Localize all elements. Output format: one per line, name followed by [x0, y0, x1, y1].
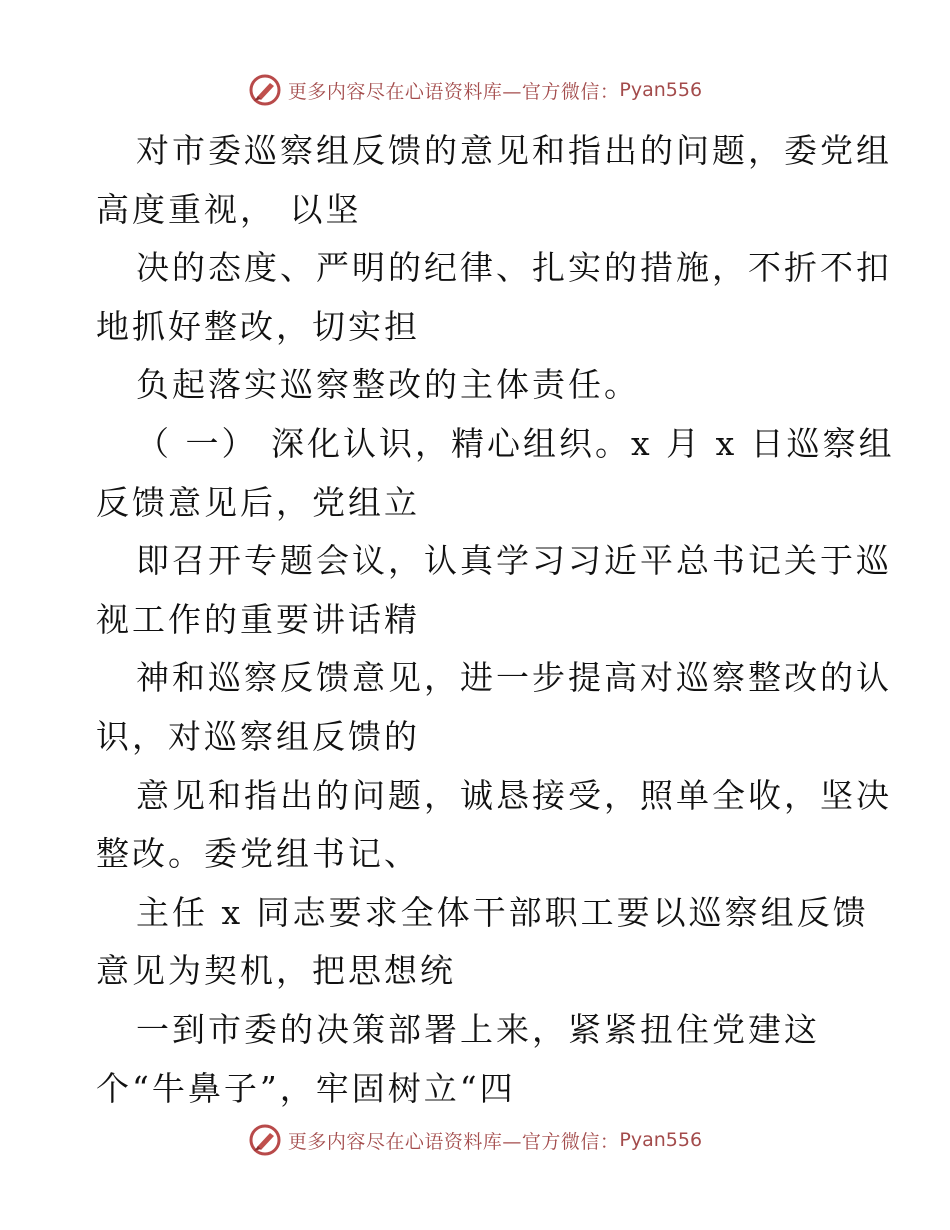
body-text-line: 识，对巡察组反馈的: [96, 716, 420, 756]
footer-banner: [0, 1120, 950, 1160]
document-body: [96, 122, 895, 1118]
body-text-line: 主任 x 同志要求全体干部职工要以巡察组反馈: [136, 892, 869, 932]
footer-banner-wechat-id: Pyan556: [619, 1129, 703, 1151]
body-text-line: （ 一） 深化认识，精心组织。x 月 x 日巡察组: [136, 423, 895, 463]
body-text-line: 反馈意见后，党组立: [96, 482, 420, 522]
body-text-line: 个“牛鼻子”，牢固树立“四: [96, 1068, 516, 1108]
header-banner: [0, 70, 950, 110]
footer-banner-text: 更多内容尽在心语资料库—官方微信：: [287, 1130, 620, 1153]
body-text-line: 整改。委党组书记、: [96, 834, 420, 874]
body-text-line: 决的态度、严明的纪律、扎实的措施，不折不扣: [136, 248, 892, 288]
header-banner-wechat-id: Pyan556: [619, 79, 703, 101]
body-text-line: 一到市委的决策部署上来，紧紧扭住党建这: [136, 1009, 820, 1049]
body-text-line: 神和巡察反馈意见，进一步提高对巡察整改的认: [136, 658, 892, 698]
brand-logo-icon: [248, 1123, 282, 1157]
body-text-line: 意见为契机，把思想统: [96, 951, 456, 991]
body-text-line: 视工作的重要讲话精: [96, 599, 420, 639]
body-text-line: 地抓好整改，切实担: [96, 306, 420, 346]
body-text-line: 高度重视， 以坚: [96, 189, 362, 229]
body-text-line: 负起落实巡察整改的主体责任。: [136, 365, 640, 405]
brand-logo-icon: [248, 73, 282, 107]
body-text-line: 即召开专题会议，认真学习习近平总书记关于巡: [136, 541, 892, 581]
body-text-line: 意见和指出的问题，诚恳接受，照单全收，坚决: [136, 775, 892, 815]
header-banner-text: 更多内容尽在心语资料库—官方微信：: [287, 80, 620, 103]
body-text-line: 对市委巡察组反馈的意见和指出的问题，委党组: [136, 131, 892, 170]
